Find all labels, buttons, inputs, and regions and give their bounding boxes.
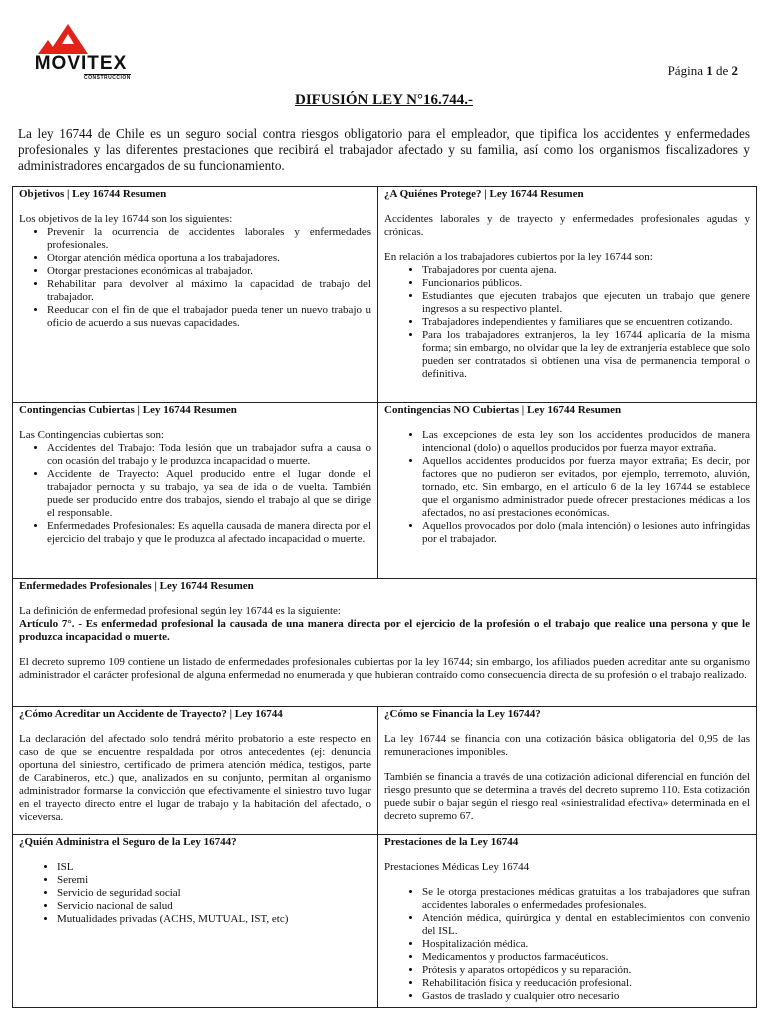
- no-cubiertas-list: [384, 429, 750, 546]
- document-title: DIFUSIÓN LEY N°16.744.-: [295, 92, 473, 108]
- cell-objetivos: [13, 187, 378, 403]
- list-item: • Mutualidades privadas (ACHS, MUTUAL, IST, etc): [57, 913, 371, 926]
- articulo-7: Artículo 7°. - Es enfermedad profesional la causada de una manera directa por el ejercicio de la profesión o el trabajo que realice una persona y que le produzca incapacidad o muerte.: [19, 618, 750, 643]
- cell-no-cubiertas: [378, 403, 757, 579]
- section-title: Objetivos | Ley 16744 Resumen: [19, 188, 167, 200]
- section-paragraph: Accidentes laborales y de trayecto y enfermedades profesionales agudas y crónicas.: [384, 213, 750, 238]
- section-title: ¿Cómo Acreditar un Accidente de Trayecto? | Ley 16744: [19, 708, 283, 720]
- list-item: • ISL: [57, 861, 371, 874]
- section-paragraph: El decreto supremo 109 contiene un listado de enfermedades profesionales cubiertas por la ley 16744; sin embargo, los afiliados pueden acreditar ante su organismo administrador el carácter profesional de alguna enfermedad no enumerada y que hubieran contraído como consecuencia directa de su profesión o el trabajo realizado.: [19, 656, 750, 681]
- list-item: • Servicio nacional de salud: [57, 900, 371, 913]
- protege-list: [384, 264, 750, 381]
- logo-subtext: CONSTRUCCION: [84, 75, 131, 81]
- intro-paragraph: La ley 16744 de Chile es un seguro social contra riesgos obligatorio para el empleador, que tipifica los accidentes y enfermedades profesionales y las diferentes prestaciones que recibirá el trabajador afectado y su familia, así como los organismos fiscalizadores y administradores encargados de su funcionamiento.: [18, 126, 750, 173]
- list-item: • Aquellos provocados por dolo (mala intención) o lesiones auto infringidas por el trabajador.: [422, 520, 750, 546]
- list-item: • Gastos de traslado y cualquier otro necesario: [422, 990, 750, 1003]
- list-item: • Rehabilitar para devolver al máximo la capacidad de trabajo del trabajador.: [47, 278, 371, 304]
- row-acreditar: [13, 707, 757, 835]
- cell-contingencias: [13, 403, 378, 579]
- row-objetivos: [13, 187, 757, 403]
- administra-list: [19, 861, 371, 926]
- list-item: • Para los trabajadores extranjeros, la ley 16744 aplicaría de la misma forma; sin embargo, no olvidar que la ley de extranjería establece que solo pueden ser contratados si obtienen una visa de permanencia temporal o definitiva.: [422, 329, 750, 381]
- contingencias-list: [19, 442, 371, 546]
- list-item: • Otorgar prestaciones económicas al trabajador.: [47, 265, 371, 278]
- list-item: • Estudiantes que ejecuten trabajos que ejecuten un trabajo que genere ingresos a su respectivo plantel.: [422, 290, 750, 316]
- prestaciones-list: [384, 886, 750, 1003]
- cell-financia: [378, 707, 757, 835]
- list-item: • Las excepciones de esta ley son los accidentes producidos de manera intencional (dolo) o aquellos producidos por fuerza mayor extraña.: [422, 429, 750, 455]
- list-item: • Seremi: [57, 874, 371, 887]
- row-administra: [13, 835, 757, 1008]
- logo-triangle-icon: [24, 20, 140, 56]
- row-contingencias: [13, 403, 757, 579]
- section-title: Contingencias Cubiertas | Ley 16744 Resumen: [19, 404, 237, 416]
- list-item: • Atención médica, quirúrgica y dental en establecimientos con convenio del ISL.: [422, 912, 750, 938]
- list-item: • Trabajadores independientes y familiares que se encuentren cotizando.: [422, 316, 750, 329]
- cell-enfermedades: [13, 579, 757, 707]
- list-item: • Rehabilitación física y reeducación profesional.: [422, 977, 750, 990]
- cell-prestaciones: [378, 835, 757, 1008]
- page-number: Página 1 de 2: [667, 63, 738, 78]
- section-title: Contingencias NO Cubiertas | Ley 16744 Resumen: [384, 404, 622, 416]
- section-lead: Las Contingencias cubiertas son:: [19, 429, 165, 441]
- cell-protege: [378, 187, 757, 403]
- list-item: • Reeducar con el fin de que el trabajador pueda tener un nuevo trabajo u oficio de acuerdo a sus nuevas capacidades.: [47, 304, 371, 330]
- logo-wordmark: MOVITEX: [34, 53, 128, 74]
- list-item: • Servicio de seguridad social: [57, 887, 371, 900]
- section-paragraph: La ley 16744 se financia con una cotización básica obligatoria del 0,95 de las remuneraciones imponibles.: [384, 733, 750, 758]
- cell-administra: [13, 835, 378, 1008]
- section-paragraph: La declaración del afectado solo tendrá mérito probatorio a este respecto en caso de que se encuentre respaldada por otros antecedentes (ej: denuncia oportuna del siniestro, certificado de primera atención médica, testigos, parte de Carabineros, etc.) que, analizados en su conjunto, permitan al organismo administrador formarse la convicción que efectivamente el siniestro tuvo lugar en el trayecto directo entre el lugar de trabajo y la habitación del afectado, o viceversa.: [19, 733, 371, 823]
- section-title: Prestaciones de la Ley 16744: [384, 836, 519, 848]
- list-item: • Otorgar atención médica oportuna a los trabajadores.: [47, 252, 371, 265]
- list-item: • Accidente de Trayecto: Aquel producido entre el lugar donde el trabajador pernocta y su trabajo, ya sea de ida o de vuelta. También puede ser producido entre dos trabajos, siendo el trabajo al que se dirige el responsable.: [47, 468, 371, 520]
- list-item: • Prótesis y aparatos ortopédicos y su reparación.: [422, 964, 750, 977]
- section-paragraph: En relación a los trabajadores cubiertos por la ley 16744 son:: [384, 251, 653, 263]
- section-title: ¿A Quiénes Protege? | Ley 16744 Resumen: [384, 188, 584, 200]
- list-item: • Enfermedades Profesionales: Es aquella causada de manera directa por el ejercicio del trabajo y que le produzca al afectado incapacidad o muerte.: [47, 520, 371, 546]
- list-item: • Medicamentos y productos farmacéuticos.: [422, 951, 750, 964]
- section-title: Enfermedades Profesionales | Ley 16744 Resumen: [19, 580, 254, 592]
- list-item: • Se le otorga prestaciones médicas gratuitas a los trabajadores que sufran accidentes laborales o enfermedades profesionales.: [422, 886, 750, 912]
- section-lead: La definición de enfermedad profesional según ley 16744 es la siguiente:: [19, 605, 341, 617]
- list-item: • Hospitalización médica.: [422, 938, 750, 951]
- section-lead: Los objetivos de la ley 16744 son los siguientes:: [19, 213, 233, 225]
- list-item: • Accidentes del Trabajo: Toda lesión que un trabajador sufra a causa o con ocasión del trabajo y le produzca incapacidad o muerte.: [47, 442, 371, 468]
- list-item: • Trabajadores por cuenta ajena.: [422, 264, 750, 277]
- content-table: [12, 186, 757, 1008]
- section-title: ¿Quién Administra el Seguro de la Ley 16744?: [19, 836, 237, 848]
- section-title: ¿Cómo se Financia la Ley 16744?: [384, 708, 541, 720]
- list-item: • Prevenir la ocurrencia de accidentes laborales y enfermedades profesionales.: [47, 226, 371, 252]
- row-enfermedades: [13, 579, 757, 707]
- company-logo: [24, 20, 140, 81]
- section-paragraph: También se financia a través de una cotización adicional diferencial en función del riesgo presunto que se determina a través del decreto supremo 110. Esta cotización puede subir o bajar según el riesgo real «siniestralidad efectiva» determinada en el decreto supremo 67.: [384, 771, 750, 822]
- objetivos-list: [19, 226, 371, 330]
- list-item: • Aquellos accidentes producidos por fuerza mayor extraña; Es decir, por factores que no pudieron ser evitados, por ejemplo, terremoto, aluvión, tornado, etc. Sin embargo, en el artículo 6 de la ley 16744 se establece que el organismo administrador puede ofrecer prestaciones médicas a los afectados, no así prestaciones económicas.: [422, 455, 750, 520]
- section-subtitle: Prestaciones Médicas Ley 16744: [384, 861, 530, 873]
- cell-acreditar: [13, 707, 378, 835]
- list-item: • Funcionarios públicos.: [422, 277, 750, 290]
